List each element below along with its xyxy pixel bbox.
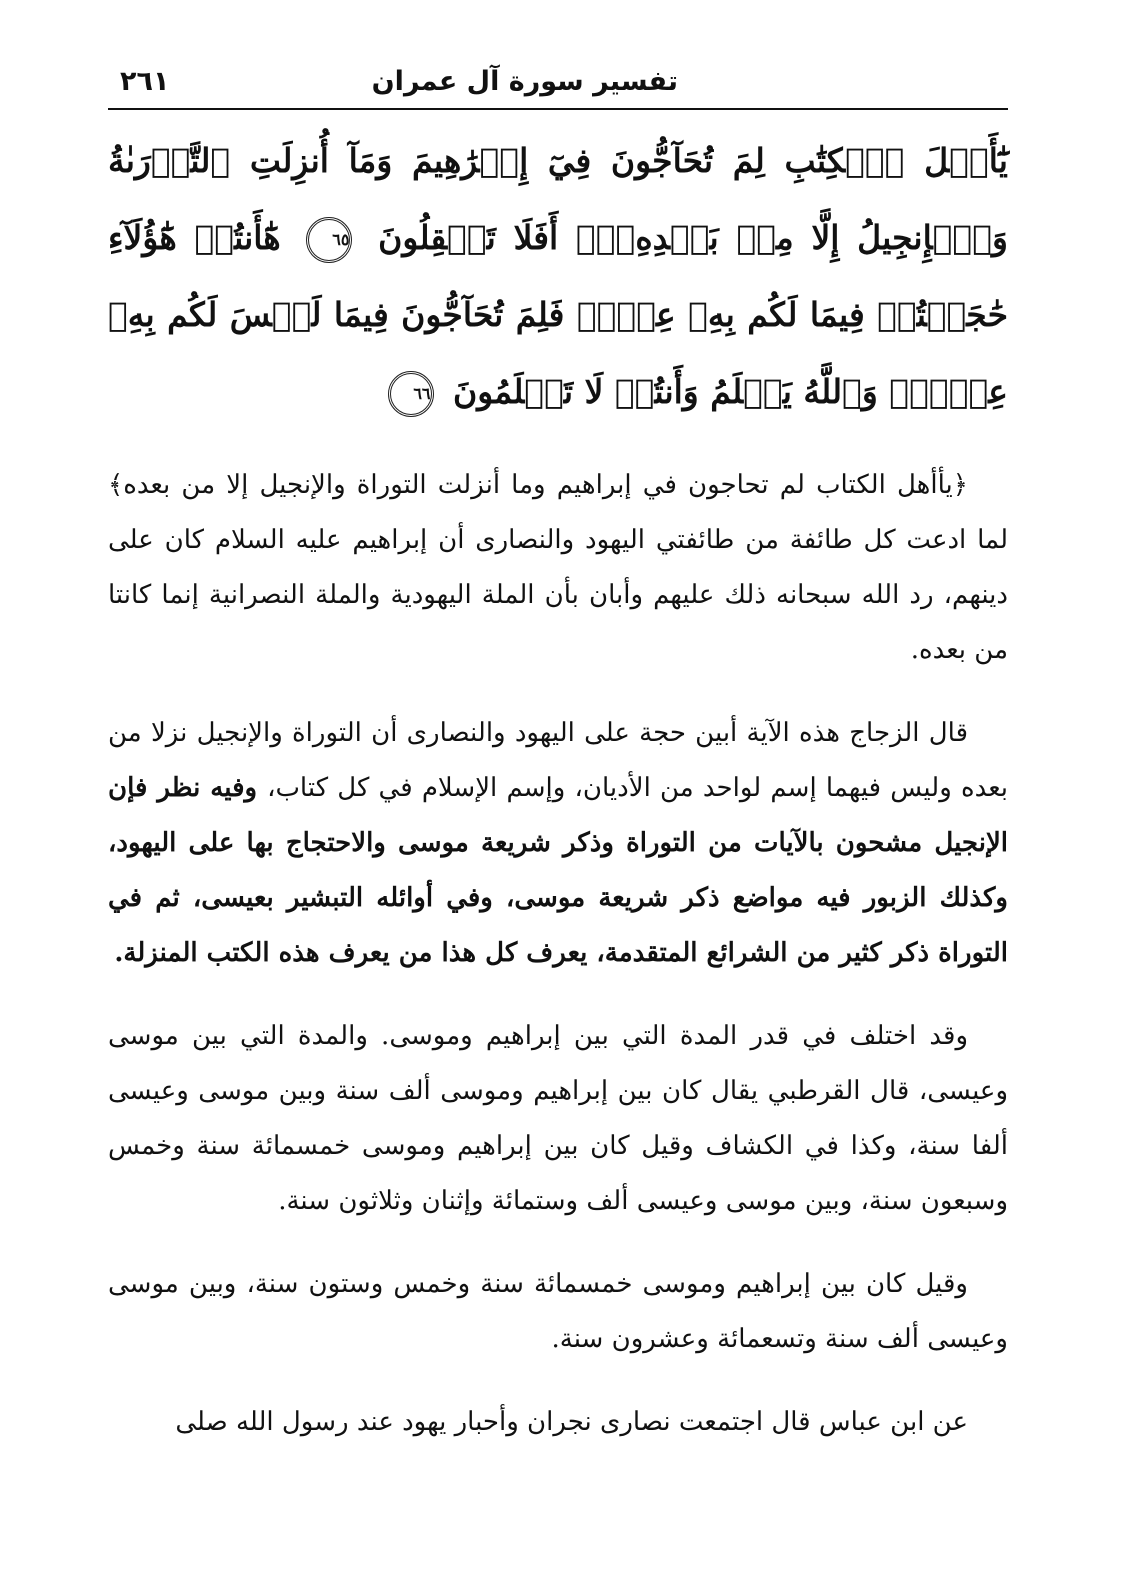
ayah-number-marker-icon: ٦٦ <box>388 371 434 417</box>
commentary-paragraph-2 <box>108 706 1008 981</box>
quran-verse-65-text: يَٰٓأَهۡلَ ٱلۡكِتَٰبِ لِمَ تُحَآجُّونَ فِيٓ إِبۡرَٰهِيمَ وَمَآ أُنزِلَتِ ٱلتَّوۡرَىٰةُ وَٱلۡإِنجِيلُ إِلَّا مِنۢ بَعۡدِهِۦٓۚ أَفَلَا تَعۡقِلُونَ <box>108 141 1008 257</box>
commentary-paragraph-4: وقيل كان بين إبراهيم وموسى خمسمائة سنة وخمس وستون سنة، وبين موسى وعيسى ألف سنة وتسعمائة وعشرون سنة. <box>108 1269 1008 1354</box>
commentary-paragraph-3: وقد اختلف في قدر المدة التي بين إبراهيم وموسى. والمدة التي بين موسى وعيسى، قال القرطبي يقال كان بين إبراهيم وموسى ألف سنة وبين موسى وعيسى ألفا سنة، وكذا في الكشاف وقيل كان بين إبراهيم وموسى خمسمائة سنة وخمس وسبعون سنة، وبين موسى وعيسى ألف وستمائة وإثنان وثلاثون سنة. <box>108 1021 1008 1216</box>
commentary-paragraph-2-part-b: وفيه نظر فإن الإنجيل مشحون بالآيات من التوراة وذكر شريعة موسى والاحتجاج بها على اليهود، وكذلك الزبور فيه مواضع ذكر شريعة موسى، وفي أوائله التبشير بعيسى، ثم في التوراة ذكر كثير من الشرائع المتقدمة، يعرف كل هذا من يعرف هذه الكتب المنزلة. <box>108 773 1008 968</box>
commentary-paragraph-1: ﴿يأأهل الكتاب لم تحاجون في إبراهيم وما أنزلت التوراة والإنجيل إلا من بعده﴾ لما ادعت كل طائفة من طائفتي اليهود والنصارى أن إبراهيم عليه السلام كان على دينهم، رد الله سبحانه ذلك عليهم وأبان بأن الملة اليهودية والملة النصرانية إنما كانتا من بعده. <box>108 470 1009 665</box>
commentary-paragraph-5: عن ابن عباس قال اجتمعت نصارى نجران وأحبار يهود عند رسول الله صلى <box>175 1407 968 1437</box>
header-title: تفسير سورة آل عمران <box>371 66 678 97</box>
quran-verse-66-text: هَٰٓأَنتُمۡ هَٰٓؤُلَآءِ حَٰجَجۡتُمۡ فِيمَا لَكُم بِهِۦ عِلۡمٞ فَلِمَ تُحَآجُّونَ فِيمَا لَيۡسَ لَكُم بِهِۦ عِلۡمٞۚ وَٱللَّهُ يَعۡلَمُ وَأَنتُمۡ لَا تَعۡلَمُونَ <box>108 218 1008 411</box>
page-number: ٢٦١ <box>120 66 170 97</box>
document-page <box>108 60 1008 1560</box>
quran-verses-block <box>108 122 1008 430</box>
page-header <box>108 60 1008 110</box>
commentary-paragraph-2-part-a: قال الزجاج هذه الآية أبين حجة على اليهود والنصارى أن التوراة والإنجيل نزلا من بعده وليس فيهما إسم لواحد من الأديان، وإسم الإسلام في كل كتاب، <box>108 718 1008 803</box>
ayah-number-marker-icon: ٦٥ <box>306 217 352 263</box>
